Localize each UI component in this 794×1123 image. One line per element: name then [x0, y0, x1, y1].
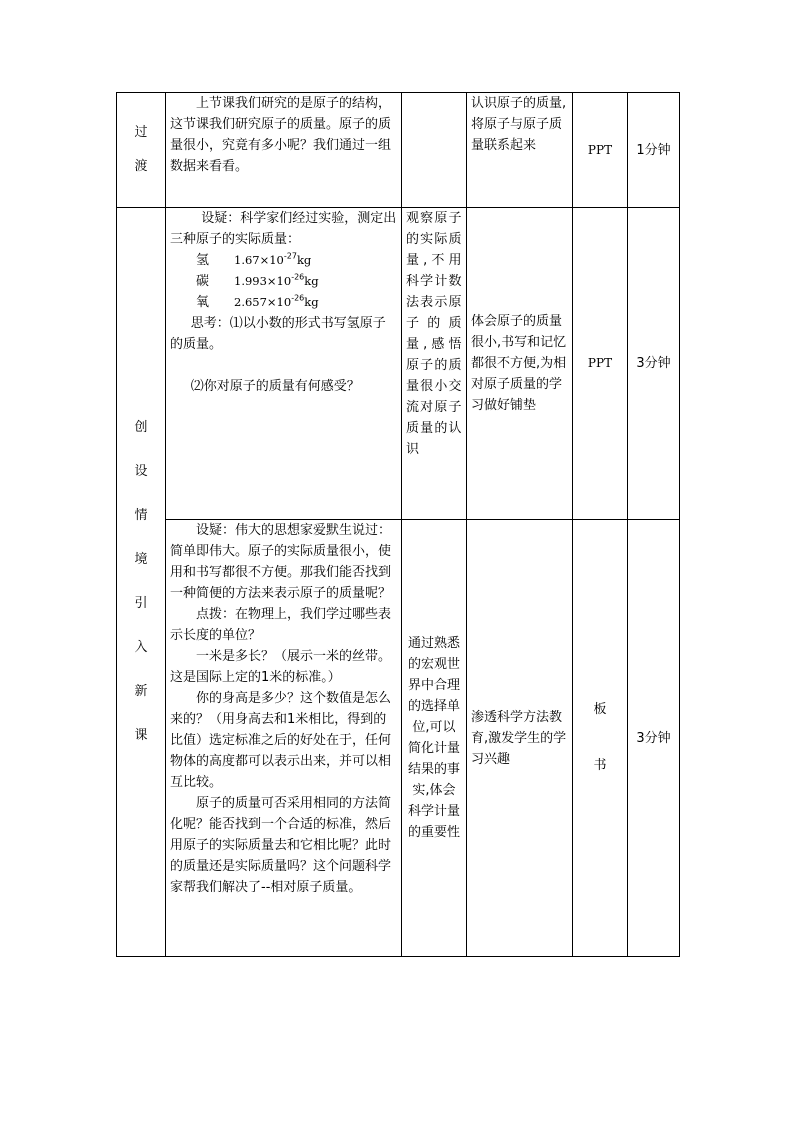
time-cell	[628, 520, 680, 957]
teacher-activity-cell	[166, 208, 402, 520]
time-label: 1分钟	[636, 142, 671, 158]
teacher-question: ⑵你对原子的质量有何感受？	[190, 379, 360, 394]
element-name: 碳	[196, 274, 210, 289]
mass-unit: kg	[296, 253, 312, 267]
stage-char: 入	[134, 640, 148, 655]
stage-char: 渡	[134, 159, 148, 174]
mass-exponent: -27	[283, 251, 297, 261]
element-name: 氢	[196, 253, 210, 268]
table-row	[117, 208, 680, 520]
mass-formula	[166, 292, 401, 313]
teacher-paragraph: 设疑：伟大的思想家爱默生说过：简单即伟大。原子的实际质量很小，使用和书写都很不方便。那我们能否找到一种简便的方法来表示原子的质量呢？	[170, 523, 392, 601]
stage-char: 引	[134, 596, 148, 611]
mass-formula	[166, 250, 401, 271]
stage-char: 新	[134, 684, 148, 699]
stage-char: 创	[134, 420, 148, 435]
teacher-activity-cell	[166, 520, 402, 957]
teacher-activity-cell	[166, 93, 402, 208]
mass-unit: kg	[304, 274, 319, 288]
teacher-paragraph: 点拨：在物理上，我们学过哪些表示长度的单位？	[170, 607, 392, 643]
teacher-paragraph: 原子的质量可否采用相同的方法简化呢？能否找到一个合适的标准，然后用原子的实际质量去和它相比呢？此时的质量还是实际质量吗？这个问题科学家帮我们解决了--相对原子质量。	[170, 796, 392, 895]
mass-unit: kg	[304, 295, 319, 309]
stage-char: 课	[134, 728, 148, 743]
time-cell	[628, 93, 680, 208]
teacher-paragraph: 你的身高是多少？这个数值是怎么来的？（用身高去和1米相比，得到的比值）选定标准之后的好处在于，任何物体的高度都可以表示出来，并可以相互比较。	[170, 691, 392, 790]
media-label: PPT	[587, 356, 613, 370]
mass-value: 1.993×10	[234, 274, 292, 288]
student-text: 观察原子的实际质量,不用科学计数法表示原子的质量,感悟原子的质量很小交流对原子质量的认识	[406, 211, 462, 457]
stage-char: 境	[134, 552, 148, 567]
stage-char: 情	[134, 508, 148, 523]
design-intent-cell	[467, 208, 573, 520]
media-cell	[573, 208, 628, 520]
teacher-paragraph: 一米是多长？（展示一米的丝带。这是国际上定的1米的标准。）	[170, 649, 392, 685]
media-cell	[573, 93, 628, 208]
intent-text: 渗透科学方法教育,激发学生的学习兴趣	[471, 709, 567, 767]
lesson-plan-table	[116, 92, 680, 957]
time-cell	[628, 208, 680, 520]
student-text: 通过熟悉的宏观世界中合理的选择单位,可以简化计量结果的事实,体会科学计量的重要性	[408, 636, 461, 840]
teacher-question: 思考：⑴以小数的形式书写氢原子的质量。	[170, 316, 386, 352]
stage-char: 设	[134, 464, 148, 479]
design-intent-cell	[467, 93, 573, 208]
mass-exponent: -26	[291, 272, 305, 282]
teacher-paragraph: 设疑：科学家们经过实验，测定出三种原子的实际质量：	[170, 211, 397, 247]
student-activity-cell	[402, 520, 467, 957]
mass-value: 1.67×10	[234, 253, 284, 267]
time-label: 3分钟	[636, 356, 671, 371]
student-activity-cell	[402, 208, 467, 520]
table-row	[117, 93, 680, 208]
time-label: 3分钟	[636, 730, 671, 746]
media-label: PPT	[587, 142, 613, 157]
student-activity-cell	[402, 93, 467, 208]
design-intent-cell	[467, 520, 573, 957]
teacher-paragraph: 上节课我们研究的是原子的结构，这节课我们研究原子的质量。原子的质量很小，究竟有多小呢？我们通过一组数据来看看。	[170, 96, 392, 174]
stage-cell	[117, 93, 166, 208]
mass-exponent: -26	[291, 293, 305, 303]
media-label	[573, 682, 627, 794]
media-char: 板	[593, 702, 607, 717]
stage-char: 过	[134, 125, 148, 140]
element-name: 氧	[196, 295, 210, 310]
mass-value: 2.657×10	[234, 295, 292, 309]
mass-formula	[166, 271, 401, 292]
media-cell	[573, 520, 628, 957]
table-row	[117, 520, 680, 957]
media-char: 书	[593, 758, 607, 773]
stage-cell	[117, 208, 166, 957]
intent-text: 体会原子的质量很小,书写和记忆都很不方便,为相对原子质量的学习做好铺垫	[471, 314, 567, 413]
intent-text: 认识原子的质量,将原子与原子质量联系起来	[471, 96, 567, 153]
